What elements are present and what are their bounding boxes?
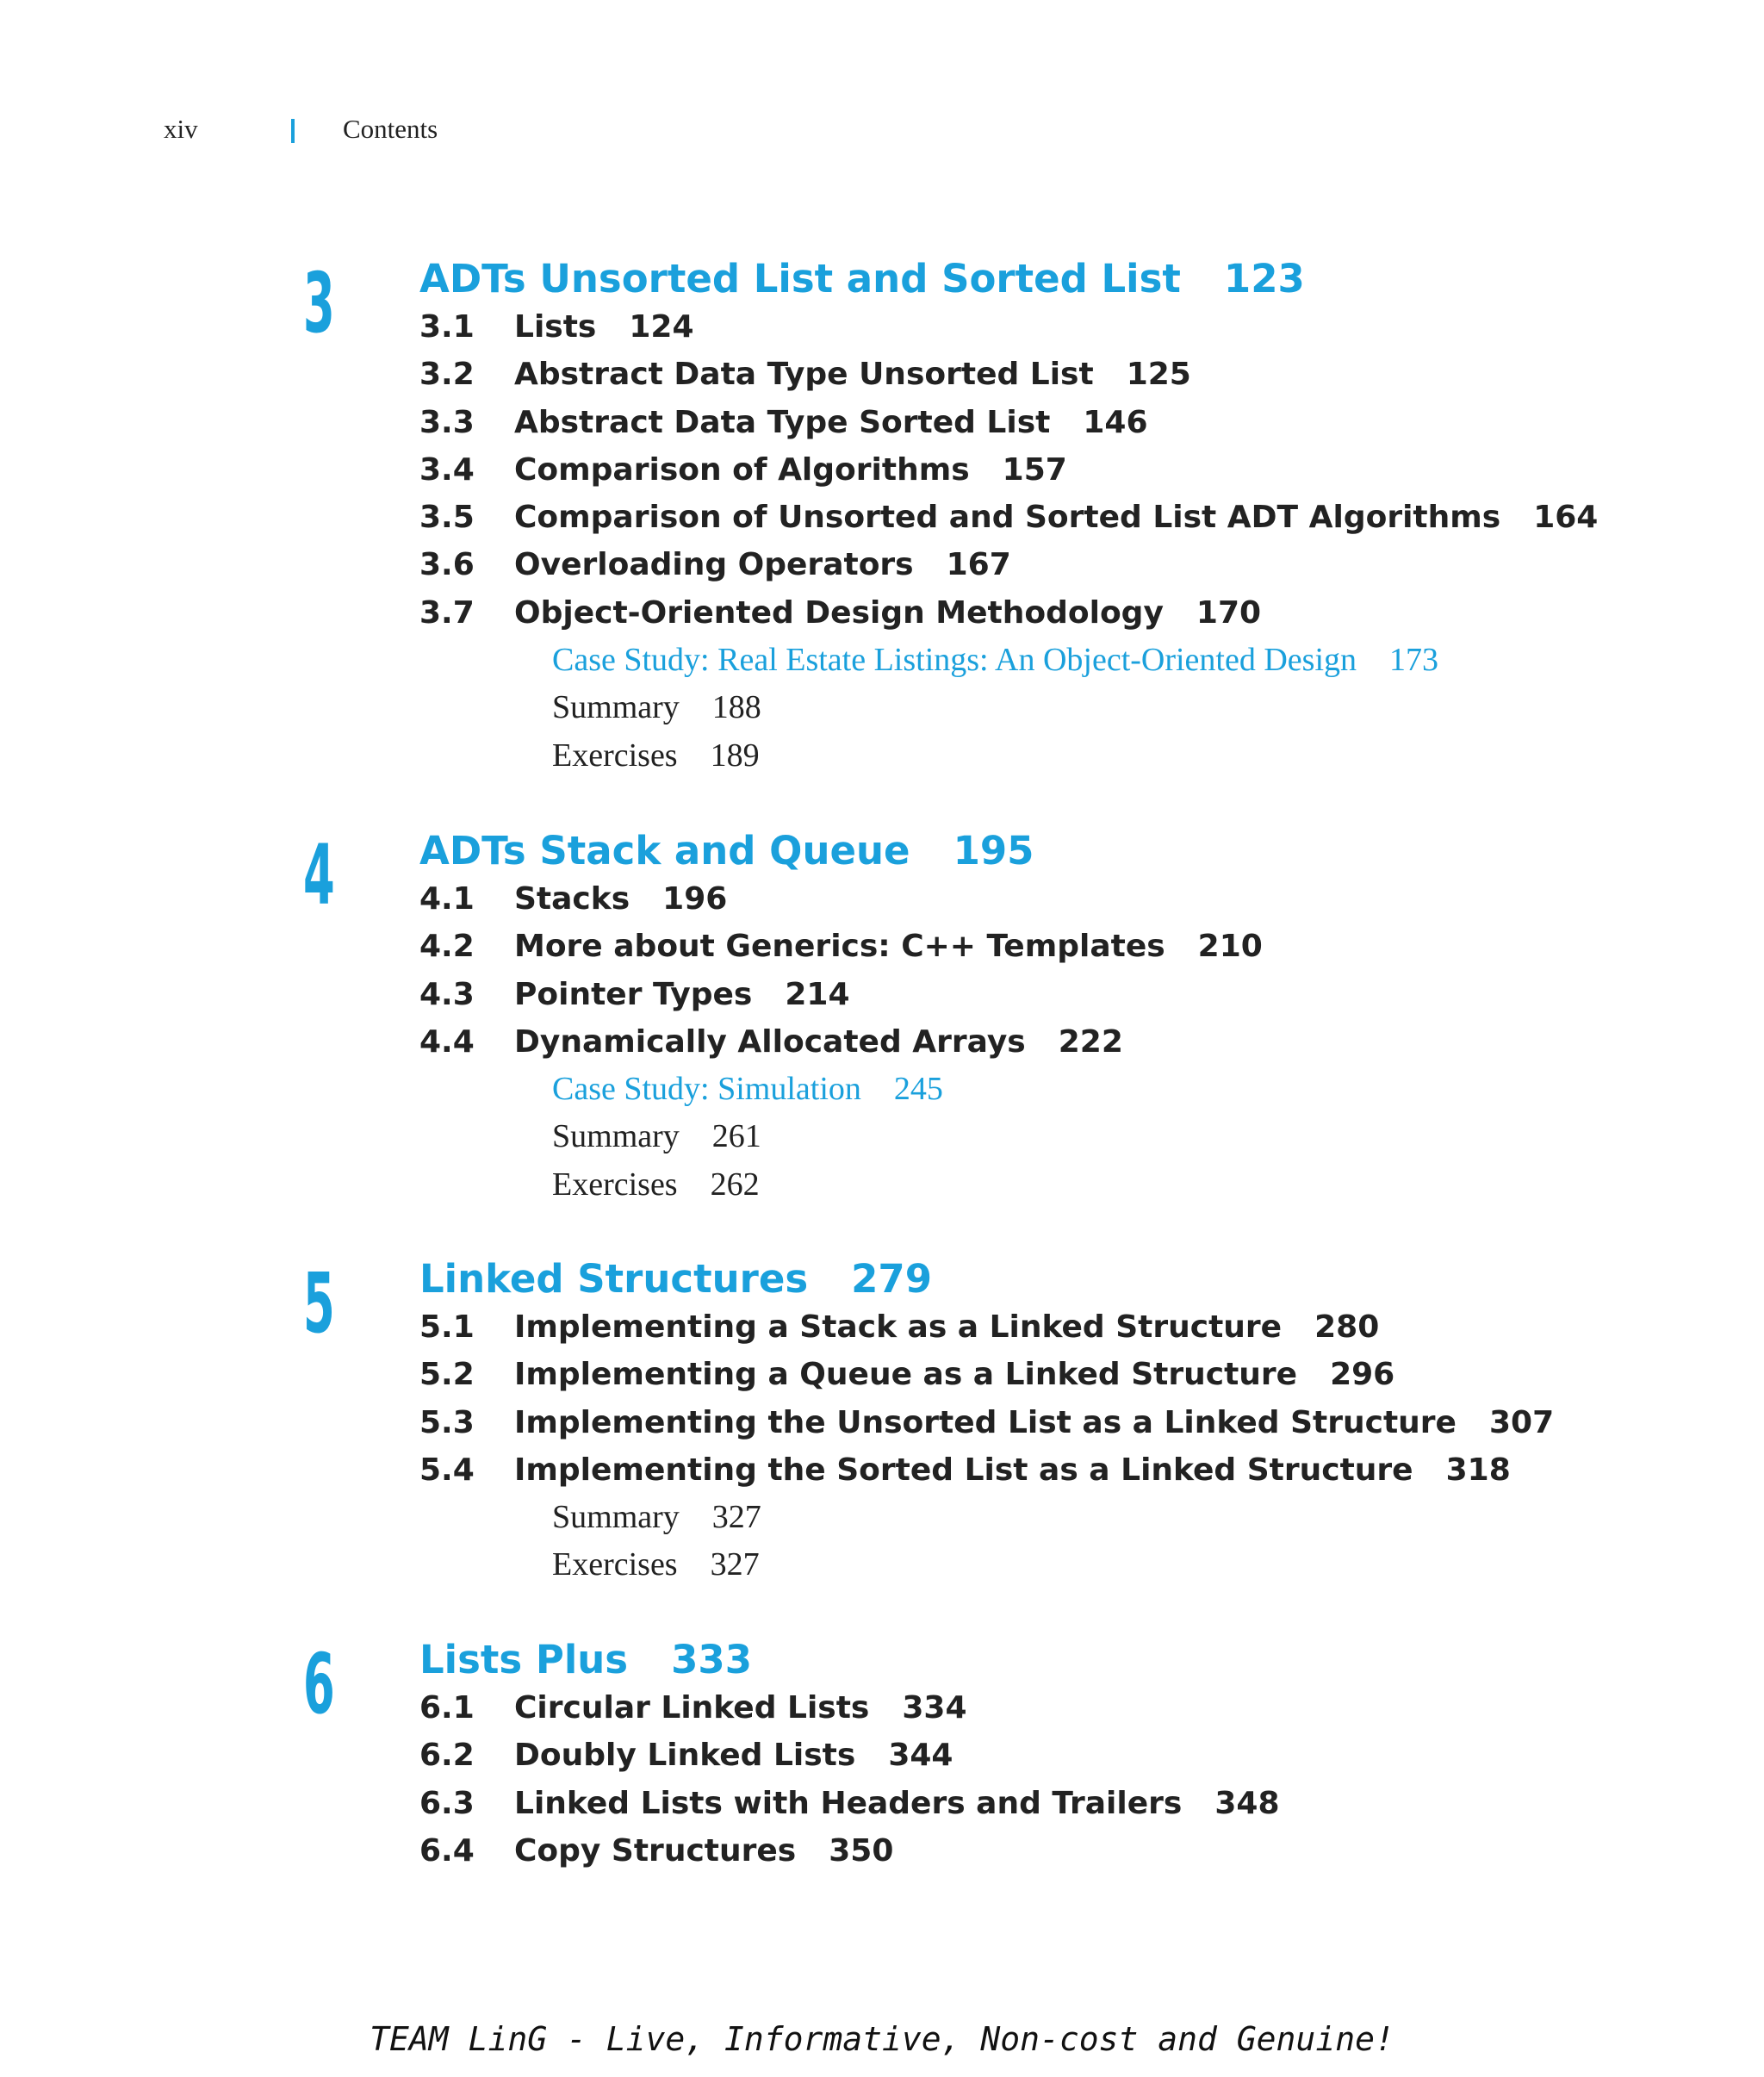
back-matter-entry[interactable] — [0, 1541, 1764, 1589]
case-study-entry[interactable] — [0, 637, 1764, 684]
entry-title-text: Case Study: Real Estate Listings: An Object-Oriented Design — [552, 642, 1357, 679]
section-number: 3.1 — [419, 309, 475, 345]
section-title — [514, 1303, 1379, 1351]
chapter-title-text: Linked Structures — [419, 1256, 809, 1302]
entry-page-number: 189 — [710, 737, 760, 774]
section-entry[interactable] — [0, 399, 1764, 446]
chapter-number: 4 — [303, 827, 335, 923]
back-matter-entry[interactable] — [0, 1113, 1764, 1160]
entry-page-number: 327 — [710, 1546, 760, 1583]
chapter-page-number: 279 — [851, 1256, 933, 1302]
header-divider — [291, 119, 295, 143]
section-list — [0, 1684, 1764, 1875]
section-number: 3.7 — [419, 594, 475, 631]
section-title — [514, 1351, 1394, 1398]
chapter-title-link[interactable] — [419, 827, 1034, 875]
entry-title-text: Summary — [552, 689, 680, 726]
section-page-number: 167 — [946, 547, 1011, 583]
section-title-text: Lists — [514, 309, 597, 345]
section-number: 6.3 — [419, 1785, 475, 1821]
back-matter-entry[interactable] — [0, 1494, 1764, 1541]
section-title — [514, 303, 694, 351]
section-number: 5.3 — [419, 1404, 475, 1440]
page-header — [0, 114, 1764, 148]
section-entry[interactable] — [0, 1303, 1764, 1351]
entry-title-text: Summary — [552, 1499, 680, 1536]
section-title — [514, 1684, 967, 1732]
chapter-title-text: Lists Plus — [419, 1637, 629, 1682]
section-title — [514, 446, 1067, 494]
chapter-title-text: ADTs Unsorted List and Sorted List — [419, 256, 1181, 302]
section-page-number: 344 — [888, 1738, 953, 1774]
entry-title-text: Exercises — [552, 1546, 678, 1583]
chapter-title-text: ADTs Stack and Queue — [419, 828, 910, 874]
chapter-title-link[interactable] — [419, 1255, 932, 1303]
section-title-text: Comparison of Algorithms — [514, 451, 970, 488]
section-title-text: Implementing the Unsorted List as a Linked Structure — [514, 1404, 1457, 1440]
entry-title — [552, 1161, 760, 1209]
chapter-number: 3 — [303, 255, 335, 351]
section-number: 5.4 — [419, 1452, 475, 1488]
section-title-text: More about Generics: C++ Templates — [514, 929, 1165, 965]
section-title — [514, 399, 1148, 446]
section-list — [0, 1303, 1764, 1589]
back-matter-entry[interactable] — [0, 684, 1764, 731]
section-title — [514, 1732, 953, 1779]
section-page-number: 157 — [1002, 451, 1067, 488]
section-title — [514, 1446, 1511, 1494]
entry-title-text: Summary — [552, 1118, 680, 1155]
entry-page-number: 173 — [1389, 642, 1439, 679]
section-title-text: Object-Oriented Design Methodology — [514, 594, 1164, 631]
section-page-number: 164 — [1533, 500, 1599, 536]
section-number: 4.2 — [419, 929, 475, 965]
section-page-number: 318 — [1445, 1452, 1511, 1488]
entry-title-text: Exercises — [552, 1166, 678, 1203]
section-number: 3.4 — [419, 451, 475, 488]
section-entry[interactable] — [0, 494, 1764, 541]
section-page-number: 334 — [902, 1690, 967, 1726]
section-entry[interactable] — [0, 1399, 1764, 1446]
section-entry[interactable] — [0, 1446, 1764, 1494]
chapter-number: 6 — [303, 1636, 335, 1732]
section-title — [514, 494, 1598, 541]
chapter-page-number: 195 — [953, 828, 1034, 874]
section-entry[interactable] — [0, 541, 1764, 588]
section-title-text: Implementing a Queue as a Linked Structure — [514, 1357, 1298, 1393]
chapter-page-number: 123 — [1223, 256, 1305, 302]
section-number: 5.1 — [419, 1309, 475, 1345]
section-page-number: 196 — [662, 881, 728, 917]
section-page-number: 146 — [1083, 404, 1148, 440]
section-number: 3.5 — [419, 500, 475, 536]
entry-page-number: 261 — [711, 1118, 761, 1155]
section-number: 6.2 — [419, 1738, 475, 1774]
section-entry[interactable] — [0, 1732, 1764, 1779]
chapter-title-link[interactable] — [419, 1636, 752, 1684]
section-title-text: Stacks — [514, 881, 630, 917]
section-entry[interactable] — [0, 589, 1764, 637]
section-entry[interactable] — [0, 1780, 1764, 1827]
section-page-number: 348 — [1214, 1785, 1280, 1821]
section-title-text: Abstract Data Type Unsorted List — [514, 357, 1094, 393]
chapter-page-number: 333 — [671, 1637, 753, 1682]
section-entry[interactable] — [0, 971, 1764, 1018]
section-title — [514, 1399, 1554, 1446]
section-number: 3.3 — [419, 404, 475, 440]
entry-page-number: 327 — [711, 1499, 761, 1536]
section-title-text: Linked Lists with Headers and Trailers — [514, 1785, 1183, 1821]
section-title — [514, 589, 1261, 637]
section-number: 5.2 — [419, 1357, 475, 1393]
section-number: 3.6 — [419, 547, 475, 583]
section-list — [0, 875, 1764, 1209]
entry-title-text: Case Study: Simulation — [552, 1071, 861, 1108]
entry-title-text: Exercises — [552, 737, 678, 774]
entry-title — [552, 684, 761, 731]
section-title-text: Pointer Types — [514, 976, 753, 1012]
chapter-number: 5 — [303, 1255, 335, 1352]
entry-page-number: 262 — [710, 1166, 760, 1203]
entry-title — [552, 1066, 943, 1113]
entry-title — [552, 637, 1438, 684]
section-page-number: 125 — [1126, 357, 1191, 393]
section-title — [514, 1827, 893, 1875]
section-title-text: Overloading Operators — [514, 547, 914, 583]
section-entry[interactable] — [0, 1827, 1764, 1875]
running-title: Contents — [343, 114, 438, 144]
section-number: 4.4 — [419, 1023, 475, 1060]
section-title-text: Doubly Linked Lists — [514, 1738, 856, 1774]
entry-title — [552, 1494, 761, 1541]
section-number: 6.4 — [419, 1832, 475, 1869]
back-matter-entry[interactable] — [0, 1161, 1764, 1209]
section-page-number: 280 — [1314, 1309, 1380, 1345]
section-page-number: 124 — [629, 309, 694, 345]
section-title-text: Comparison of Unsorted and Sorted List ADT Algorithms — [514, 500, 1501, 536]
section-title — [514, 1780, 1280, 1827]
section-title-text: Abstract Data Type Sorted List — [514, 404, 1051, 440]
section-title-text: Copy Structures — [514, 1832, 797, 1869]
section-title — [514, 351, 1191, 398]
entry-title — [552, 732, 760, 780]
section-page-number: 210 — [1197, 929, 1263, 965]
section-entry[interactable] — [0, 1018, 1764, 1066]
section-entry[interactable] — [0, 923, 1764, 970]
chapter-title-link[interactable] — [419, 255, 1305, 303]
entry-page-number: 245 — [893, 1071, 943, 1108]
section-entry[interactable] — [0, 1351, 1764, 1398]
section-page-number: 307 — [1488, 1404, 1555, 1440]
section-entry[interactable] — [0, 303, 1764, 351]
entry-title — [552, 1113, 761, 1160]
page-number: xiv — [164, 114, 198, 144]
entry-title — [552, 1541, 760, 1589]
footer-watermark: TEAM LinG - Live, Informative, Non-cost and Genuine! — [370, 2020, 1394, 2058]
section-title-text: Implementing the Sorted List as a Linked Structure — [514, 1452, 1413, 1488]
section-title — [514, 875, 727, 923]
section-page-number: 296 — [1330, 1357, 1395, 1393]
section-page-number: 350 — [829, 1832, 894, 1869]
section-title — [514, 541, 1011, 588]
section-entry[interactable] — [0, 875, 1764, 923]
section-title-text: Dynamically Allocated Arrays — [514, 1023, 1026, 1060]
section-title — [514, 923, 1263, 970]
section-title-text: Implementing a Stack as a Linked Structure — [514, 1309, 1283, 1345]
section-number: 3.2 — [419, 357, 475, 393]
section-number: 4.1 — [419, 881, 475, 917]
section-title — [514, 1018, 1123, 1066]
case-study-entry[interactable] — [0, 1066, 1764, 1113]
section-number: 4.3 — [419, 976, 475, 1012]
section-title — [514, 971, 850, 1018]
section-page-number: 214 — [785, 976, 850, 1012]
section-number: 6.1 — [419, 1690, 475, 1726]
section-page-number: 222 — [1058, 1023, 1123, 1060]
section-entry[interactable] — [0, 446, 1764, 494]
section-list — [0, 303, 1764, 780]
section-entry[interactable] — [0, 351, 1764, 398]
entry-page-number: 188 — [711, 689, 761, 726]
back-matter-entry[interactable] — [0, 732, 1764, 780]
section-entry[interactable] — [0, 1684, 1764, 1732]
section-page-number: 170 — [1196, 594, 1262, 631]
section-title-text: Circular Linked Lists — [514, 1690, 870, 1726]
